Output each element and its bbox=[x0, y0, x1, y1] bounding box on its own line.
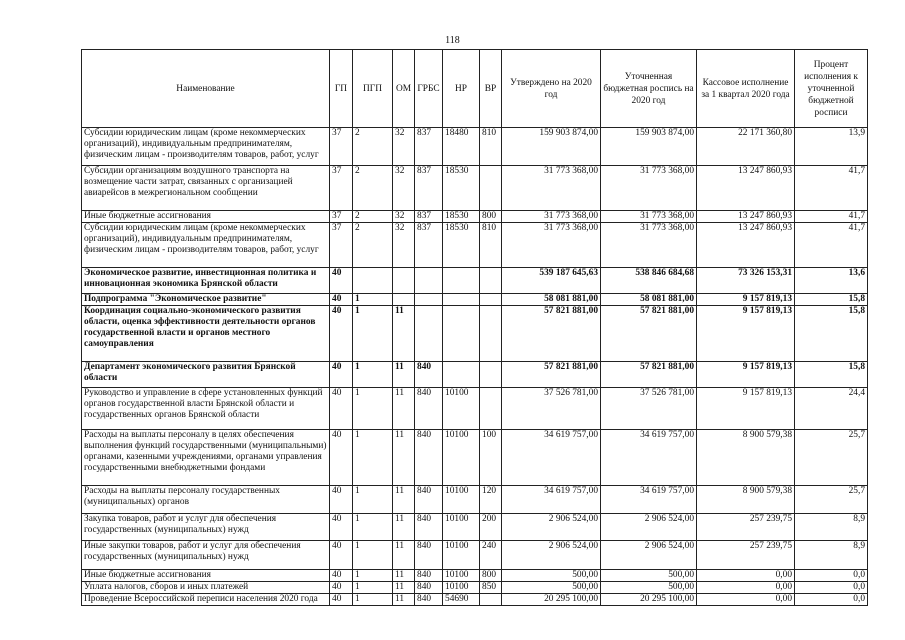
cell-cash: 257 239,75 bbox=[697, 541, 795, 570]
cell-gp: 40 bbox=[330, 306, 353, 362]
cell-percent: 8,9 bbox=[795, 514, 868, 541]
cell-ppgp: 1 bbox=[353, 306, 393, 362]
cell-cash: 9 157 819,13 bbox=[697, 362, 795, 388]
header-row bbox=[82, 50, 868, 128]
cell-vr: 810 bbox=[480, 223, 502, 268]
cell-percent: 25,7 bbox=[795, 430, 868, 486]
cell-name: Координация социально-экономического развития области, оценка эффективности деятельности органов государственной власти и органов местного самоуправления bbox=[82, 306, 330, 362]
cell-vr: 200 bbox=[480, 514, 502, 541]
cell-refined: 2 906 524,00 bbox=[601, 541, 697, 570]
cell-percent: 41,7 bbox=[795, 166, 868, 211]
cell-approved: 500,00 bbox=[502, 582, 601, 594]
cell-gp: 40 bbox=[330, 294, 353, 306]
cell-approved: 34 619 757,00 bbox=[502, 486, 601, 514]
table-row bbox=[82, 541, 868, 570]
cell-approved: 34 619 757,00 bbox=[502, 430, 601, 486]
cell-cash: 8 900 579,38 bbox=[697, 486, 795, 514]
cell-approved: 31 773 368,00 bbox=[502, 211, 601, 223]
table-row bbox=[82, 594, 868, 606]
cell-grbs: 840 bbox=[415, 388, 443, 430]
cell-om: 11 bbox=[393, 514, 415, 541]
header-name: Наименование bbox=[82, 50, 330, 128]
cell-name: Субсидии организациям воздушного транспорта на возмещение части затрат, связанных с организацией авиарейсов в межрегиональном сообщении bbox=[82, 166, 330, 211]
cell-np: 10100 bbox=[443, 486, 480, 514]
cell-ppgp: 1 bbox=[353, 294, 393, 306]
table-row bbox=[82, 570, 868, 582]
cell-grbs bbox=[415, 294, 443, 306]
cell-approved: 31 773 368,00 bbox=[502, 166, 601, 211]
cell-grbs: 840 bbox=[415, 582, 443, 594]
table-row bbox=[82, 388, 868, 430]
cell-grbs: 840 bbox=[415, 594, 443, 606]
cell-gp: 37 bbox=[330, 128, 353, 166]
cell-refined: 500,00 bbox=[601, 570, 697, 582]
cell-percent: 15,8 bbox=[795, 306, 868, 362]
cell-name: Субсидии юридическим лицам (кроме некоммерческих организаций), индивидуальным предпринимателям, физическим лицам - производителям товаров, работ, услуг bbox=[82, 223, 330, 268]
cell-cash: 0,00 bbox=[697, 570, 795, 582]
cell-ppgp: 2 bbox=[353, 128, 393, 166]
cell-approved: 2 906 524,00 bbox=[502, 541, 601, 570]
header-approved: Утверждено на 2020 год bbox=[502, 50, 601, 128]
cell-grbs: 840 bbox=[415, 514, 443, 541]
cell-name: Руководство и управление в сфере установленных функций органов государственной власти Брянской области и государственных органов Брянской области bbox=[82, 388, 330, 430]
cell-gp: 37 bbox=[330, 223, 353, 268]
cell-vr: 240 bbox=[480, 541, 502, 570]
cell-gp: 40 bbox=[330, 430, 353, 486]
cell-approved: 539 187 645,63 bbox=[502, 268, 601, 294]
cell-vr bbox=[480, 166, 502, 211]
cell-vr bbox=[480, 268, 502, 294]
cell-percent: 24,4 bbox=[795, 388, 868, 430]
cell-refined: 37 526 781,00 bbox=[601, 388, 697, 430]
cell-cash: 9 157 819,13 bbox=[697, 388, 795, 430]
cell-np bbox=[443, 306, 480, 362]
cell-percent: 15,8 bbox=[795, 362, 868, 388]
cell-vr: 850 bbox=[480, 582, 502, 594]
cell-ppgp: 1 bbox=[353, 594, 393, 606]
cell-approved: 159 903 874,00 bbox=[502, 128, 601, 166]
cell-name: Расходы на выплаты персоналу государственных (муниципальных) органов bbox=[82, 486, 330, 514]
cell-percent: 13,6 bbox=[795, 268, 868, 294]
cell-om: 11 bbox=[393, 541, 415, 570]
cell-gp: 40 bbox=[330, 388, 353, 430]
cell-refined: 34 619 757,00 bbox=[601, 486, 697, 514]
cell-cash: 73 326 153,31 bbox=[697, 268, 795, 294]
cell-name: Департамент экономического развития Брянской области bbox=[82, 362, 330, 388]
cell-cash: 13 247 860,93 bbox=[697, 211, 795, 223]
cell-om: 32 bbox=[393, 223, 415, 268]
cell-ppgp: 1 bbox=[353, 514, 393, 541]
cell-ppgp: 2 bbox=[353, 223, 393, 268]
table-row bbox=[82, 486, 868, 514]
cell-np: 18530 bbox=[443, 223, 480, 268]
cell-vr: 810 bbox=[480, 128, 502, 166]
cell-approved: 2 906 524,00 bbox=[502, 514, 601, 541]
table-row bbox=[82, 166, 868, 211]
cell-om: 11 bbox=[393, 306, 415, 362]
header-gp: ГП bbox=[330, 50, 353, 128]
cell-percent: 15,8 bbox=[795, 294, 868, 306]
cell-gp: 40 bbox=[330, 594, 353, 606]
cell-np: 18530 bbox=[443, 211, 480, 223]
cell-om: 32 bbox=[393, 166, 415, 211]
cell-gp: 40 bbox=[330, 268, 353, 294]
cell-name: Иные бюджетные ассигнования bbox=[82, 211, 330, 223]
table-row bbox=[82, 362, 868, 388]
cell-np: 10100 bbox=[443, 541, 480, 570]
cell-om: 11 bbox=[393, 582, 415, 594]
table-row bbox=[82, 582, 868, 594]
cell-approved: 20 295 100,00 bbox=[502, 594, 601, 606]
table-row bbox=[82, 430, 868, 486]
cell-grbs: 840 bbox=[415, 541, 443, 570]
cell-approved: 31 773 368,00 bbox=[502, 223, 601, 268]
cell-ppgp bbox=[353, 268, 393, 294]
cell-np: 10100 bbox=[443, 570, 480, 582]
cell-ppgp: 1 bbox=[353, 570, 393, 582]
cell-np: 18480 bbox=[443, 128, 480, 166]
cell-gp: 40 bbox=[330, 582, 353, 594]
table-row bbox=[82, 268, 868, 294]
cell-gp: 40 bbox=[330, 514, 353, 541]
cell-vr bbox=[480, 306, 502, 362]
cell-vr: 800 bbox=[480, 570, 502, 582]
header-grbs: ГРБС bbox=[415, 50, 443, 128]
cell-name: Уплата налогов, сборов и иных платежей bbox=[82, 582, 330, 594]
cell-name: Закупка товаров, работ и услуг для обеспечения государственных (муниципальных) нужд bbox=[82, 514, 330, 541]
cell-refined: 2 906 524,00 bbox=[601, 514, 697, 541]
cell-gp: 40 bbox=[330, 486, 353, 514]
cell-om bbox=[393, 268, 415, 294]
cell-np: 18530 bbox=[443, 166, 480, 211]
cell-grbs: 840 bbox=[415, 486, 443, 514]
cell-percent: 0,0 bbox=[795, 594, 868, 606]
cell-refined: 57 821 881,00 bbox=[601, 306, 697, 362]
cell-refined: 34 619 757,00 bbox=[601, 430, 697, 486]
cell-refined: 57 821 881,00 bbox=[601, 362, 697, 388]
cell-ppgp: 1 bbox=[353, 430, 393, 486]
cell-cash: 9 157 819,13 bbox=[697, 294, 795, 306]
cell-vr: 800 bbox=[480, 211, 502, 223]
cell-percent: 25,7 bbox=[795, 486, 868, 514]
cell-name: Экономическое развитие, инвестиционная политика и инновационная экономика Брянской области bbox=[82, 268, 330, 294]
cell-grbs: 840 bbox=[415, 570, 443, 582]
cell-gp: 37 bbox=[330, 211, 353, 223]
header-np: НР bbox=[443, 50, 480, 128]
cell-refined: 31 773 368,00 bbox=[601, 166, 697, 211]
cell-cash: 9 157 819,13 bbox=[697, 306, 795, 362]
cell-np bbox=[443, 362, 480, 388]
cell-gp: 40 bbox=[330, 362, 353, 388]
cell-name: Подпрограмма "Экономическое развитие" bbox=[82, 294, 330, 306]
cell-om: 11 bbox=[393, 594, 415, 606]
cell-np: 10100 bbox=[443, 514, 480, 541]
cell-approved: 37 526 781,00 bbox=[502, 388, 601, 430]
table-row bbox=[82, 294, 868, 306]
cell-grbs bbox=[415, 306, 443, 362]
table-row bbox=[82, 223, 868, 268]
cell-name: Субсидии юридическим лицам (кроме некоммерческих организаций), индивидуальным предпринимателям, физическим лицам - производителям товаров, работ, услуг bbox=[82, 128, 330, 166]
table-row bbox=[82, 128, 868, 166]
budget-table bbox=[81, 49, 868, 606]
cell-vr bbox=[480, 388, 502, 430]
cell-refined: 31 773 368,00 bbox=[601, 223, 697, 268]
header-refined: Уточненная бюджетная роспись на 2020 год bbox=[601, 50, 697, 128]
cell-om: 11 bbox=[393, 388, 415, 430]
cell-np: 10100 bbox=[443, 430, 480, 486]
cell-np bbox=[443, 294, 480, 306]
cell-percent: 0,0 bbox=[795, 570, 868, 582]
cell-om: 11 bbox=[393, 486, 415, 514]
cell-cash: 8 900 579,38 bbox=[697, 430, 795, 486]
cell-approved: 500,00 bbox=[502, 570, 601, 582]
cell-cash: 0,00 bbox=[697, 582, 795, 594]
header-om: ОМ bbox=[393, 50, 415, 128]
cell-refined: 159 903 874,00 bbox=[601, 128, 697, 166]
cell-ppgp: 2 bbox=[353, 166, 393, 211]
cell-np: 10100 bbox=[443, 582, 480, 594]
cell-name: Проведение Всероссийской переписи населения 2020 года bbox=[82, 594, 330, 606]
cell-ppgp: 1 bbox=[353, 362, 393, 388]
cell-np: 10100 bbox=[443, 388, 480, 430]
cell-percent: 0,0 bbox=[795, 582, 868, 594]
cell-gp: 37 bbox=[330, 166, 353, 211]
header-percent: Процент исполнения к уточненной бюджетной росписи bbox=[795, 50, 868, 128]
cell-percent: 13,9 bbox=[795, 128, 868, 166]
table-row bbox=[82, 306, 868, 362]
cell-name: Расходы на выплаты персоналу в целях обеспечения выполнения функций государственными (муниципальными) органами, казенными учреждениями, органами управления государственными внебюджетными фондами bbox=[82, 430, 330, 486]
cell-cash: 13 247 860,93 bbox=[697, 166, 795, 211]
cell-ppgp: 1 bbox=[353, 541, 393, 570]
cell-grbs: 837 bbox=[415, 223, 443, 268]
cell-percent: 41,7 bbox=[795, 223, 868, 268]
cell-grbs: 840 bbox=[415, 362, 443, 388]
cell-ppgp: 1 bbox=[353, 582, 393, 594]
cell-approved: 58 081 881,00 bbox=[502, 294, 601, 306]
cell-grbs: 840 bbox=[415, 430, 443, 486]
cell-vr bbox=[480, 294, 502, 306]
cell-refined: 58 081 881,00 bbox=[601, 294, 697, 306]
cell-refined: 20 295 100,00 bbox=[601, 594, 697, 606]
cell-refined: 31 773 368,00 bbox=[601, 211, 697, 223]
cell-gp: 40 bbox=[330, 570, 353, 582]
cell-ppgp: 1 bbox=[353, 388, 393, 430]
cell-percent: 41,7 bbox=[795, 211, 868, 223]
cell-percent: 8,9 bbox=[795, 541, 868, 570]
cell-name: Иные закупки товаров, работ и услуг для обеспечения государственных (муниципальных) нужд bbox=[82, 541, 330, 570]
cell-grbs: 837 bbox=[415, 166, 443, 211]
cell-grbs bbox=[415, 268, 443, 294]
cell-cash: 0,00 bbox=[697, 594, 795, 606]
cell-vr: 120 bbox=[480, 486, 502, 514]
cell-om: 32 bbox=[393, 128, 415, 166]
header-vr: ВР bbox=[480, 50, 502, 128]
header-cash: Кассовое исполнение за 1 квартал 2020 года bbox=[697, 50, 795, 128]
cell-vr: 100 bbox=[480, 430, 502, 486]
cell-np bbox=[443, 268, 480, 294]
cell-grbs: 837 bbox=[415, 128, 443, 166]
cell-cash: 13 247 860,93 bbox=[697, 223, 795, 268]
cell-grbs: 837 bbox=[415, 211, 443, 223]
cell-gp: 40 bbox=[330, 541, 353, 570]
cell-ppgp: 2 bbox=[353, 211, 393, 223]
cell-cash: 257 239,75 bbox=[697, 514, 795, 541]
cell-om: 11 bbox=[393, 570, 415, 582]
cell-name: Иные бюджетные ассигнования bbox=[82, 570, 330, 582]
cell-refined: 500,00 bbox=[601, 582, 697, 594]
cell-ppgp: 1 bbox=[353, 486, 393, 514]
cell-approved: 57 821 881,00 bbox=[502, 306, 601, 362]
table-row bbox=[82, 211, 868, 223]
cell-om bbox=[393, 294, 415, 306]
cell-vr bbox=[480, 362, 502, 388]
cell-om: 11 bbox=[393, 430, 415, 486]
cell-cash: 22 171 360,80 bbox=[697, 128, 795, 166]
header-ppgp: ПГП bbox=[353, 50, 393, 128]
cell-approved: 57 821 881,00 bbox=[502, 362, 601, 388]
cell-vr bbox=[480, 594, 502, 606]
cell-om: 11 bbox=[393, 362, 415, 388]
cell-om: 32 bbox=[393, 211, 415, 223]
cell-np: 54690 bbox=[443, 594, 480, 606]
page-number: 118 bbox=[445, 35, 460, 46]
table-row bbox=[82, 514, 868, 541]
cell-refined: 538 846 684,68 bbox=[601, 268, 697, 294]
table-body bbox=[82, 128, 868, 606]
